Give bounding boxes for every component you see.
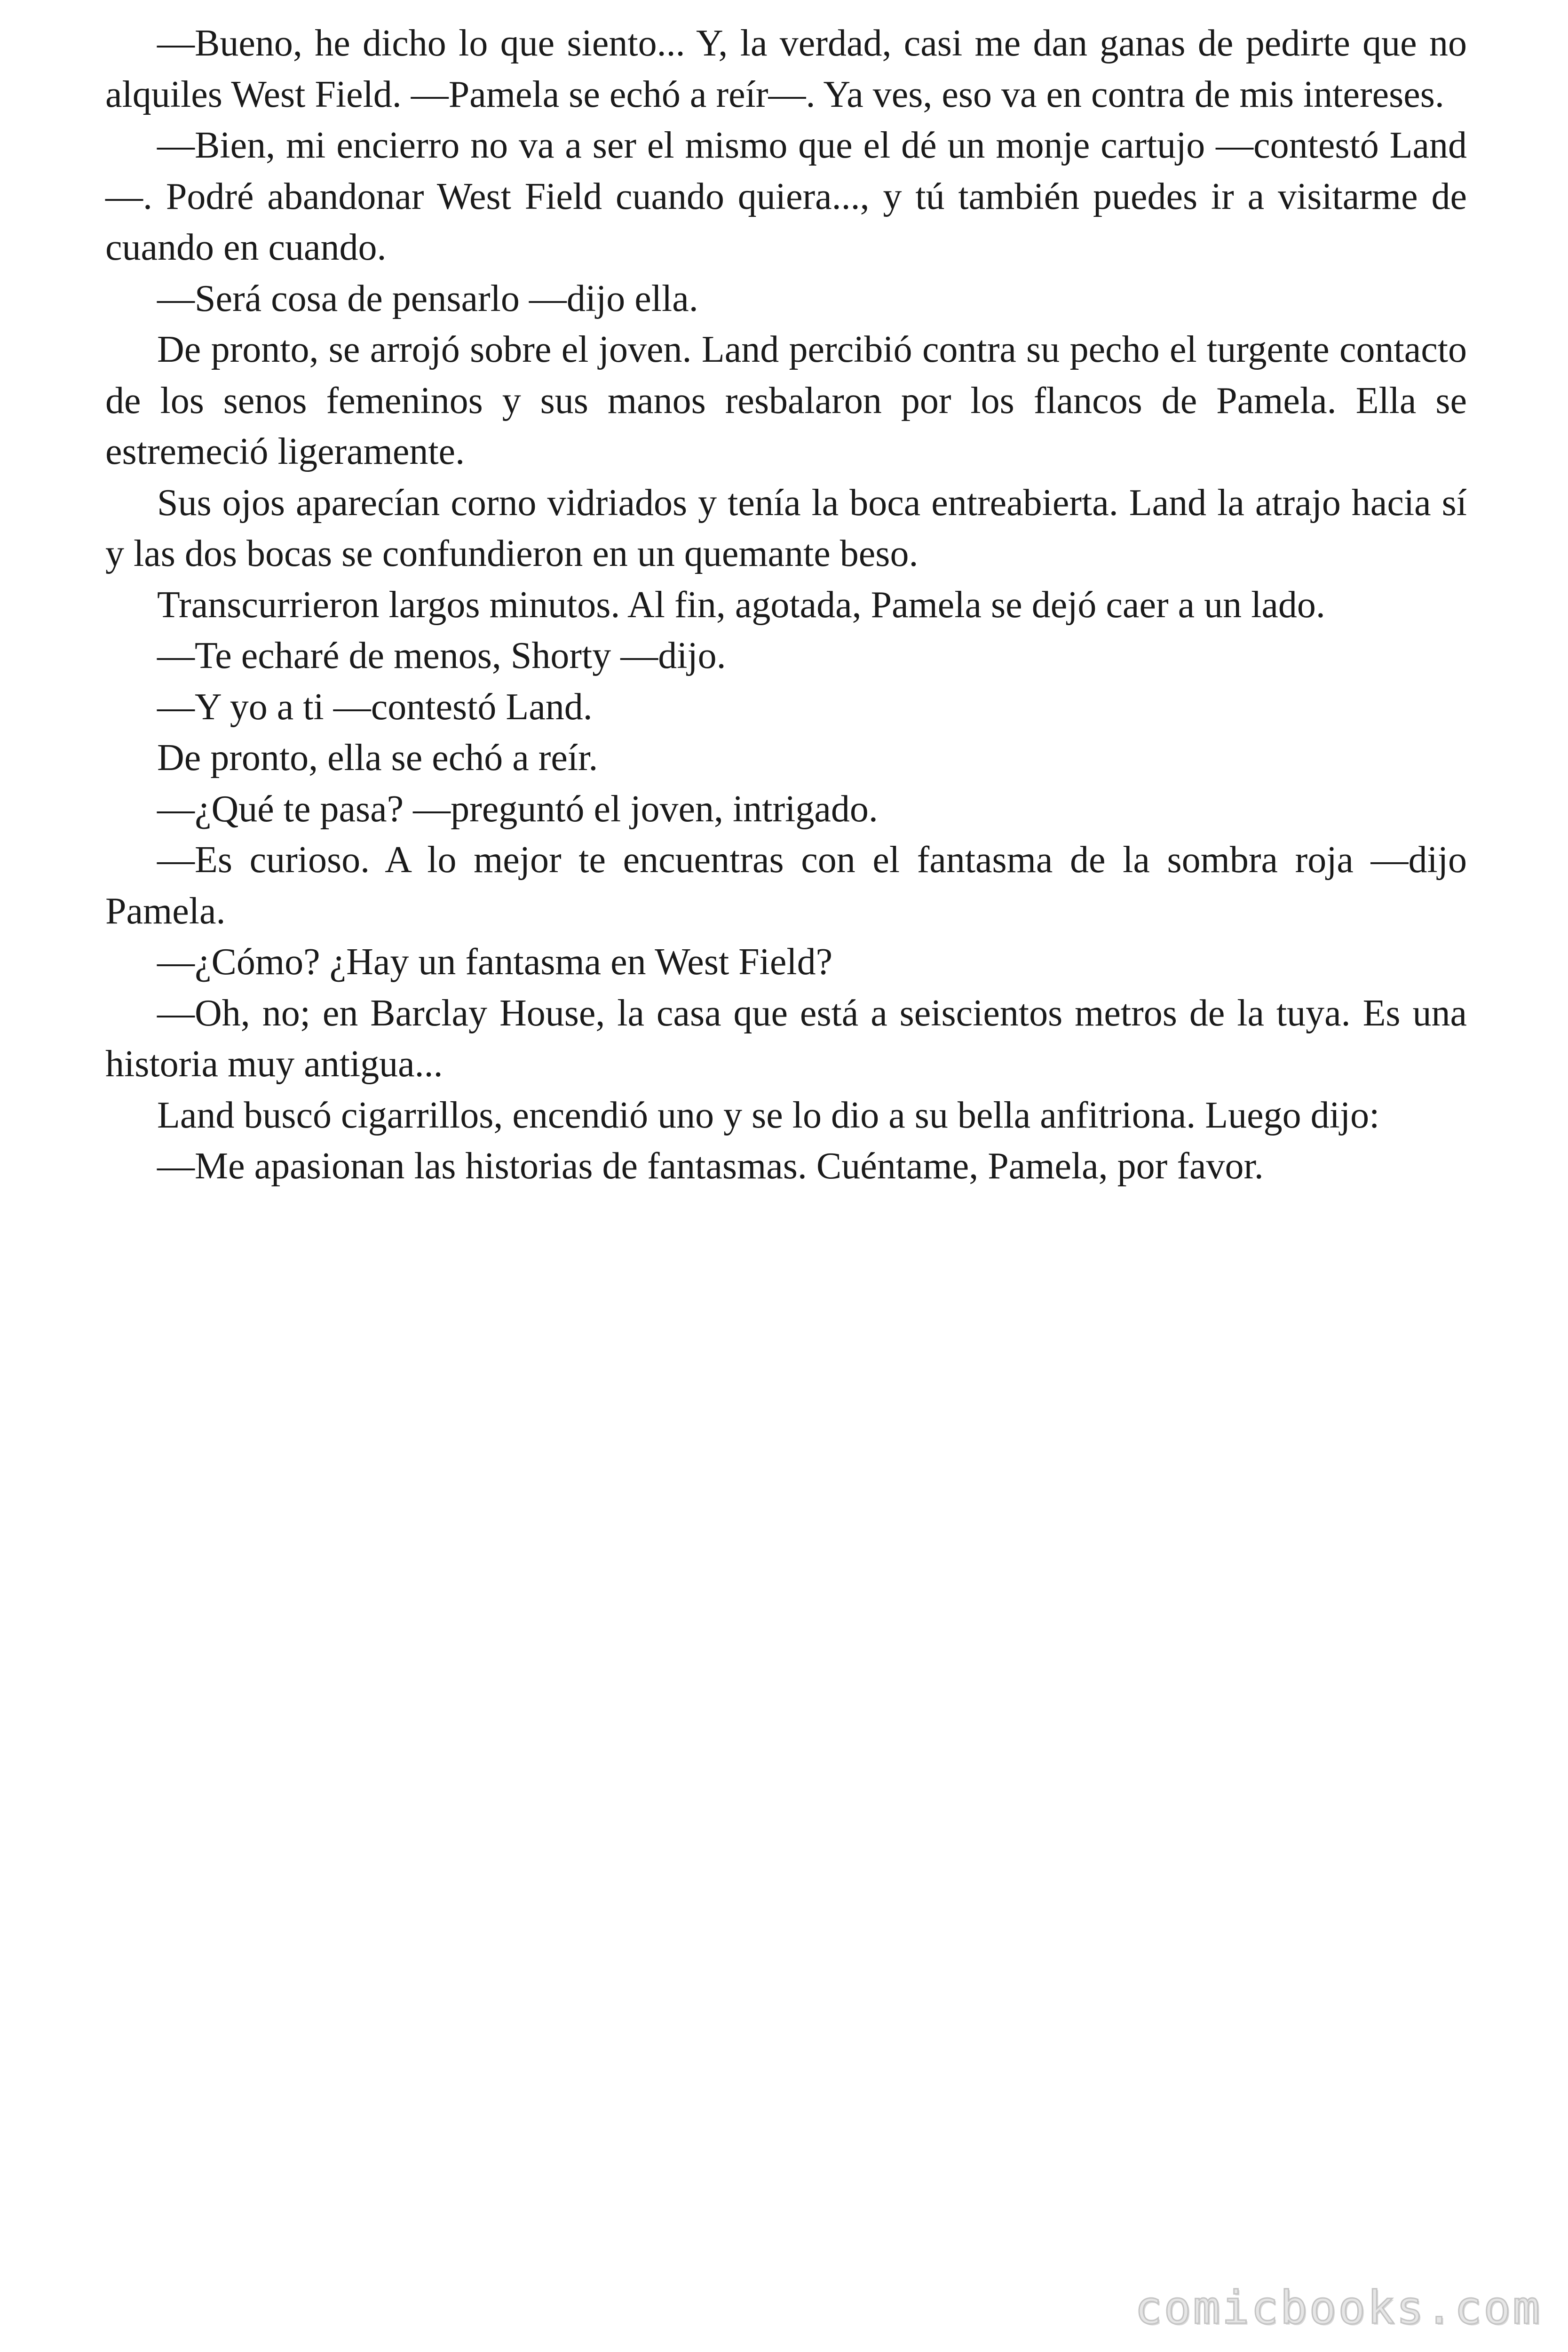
paragraph-11: —Es curioso. A lo mejor te encuentras con el fantasma de la sombra roja —dijo Pamela. xyxy=(105,839,1467,932)
paragraph-8: —Y yo a ti —contestó Land. xyxy=(157,686,593,728)
body-text xyxy=(105,18,1467,1192)
paragraph-5: Sus ojos aparecían corno vidriados y tenía la boca entreabierta. Land la atrajo hacia sí y las dos bocas se confundieron en un quemante beso. xyxy=(105,482,1467,574)
paragraph-12: —¿Cómo? ¿Hay un fantasma en West Field? xyxy=(157,941,833,983)
paragraph-6: Transcurrieron largos minutos. Al fin, agotada, Pamela se dejó caer a un lado. xyxy=(157,584,1325,626)
paragraph-4: De pronto, se arrojó sobre el joven. Land percibió contra su pecho el turgente contacto de los senos femeninos y sus manos resbalaron por los flancos de Pamela. Ella se estremeció ligeramente. xyxy=(105,329,1467,472)
paragraph-9: De pronto, ella se echó a reír. xyxy=(157,737,598,779)
site-watermark: comicbooks.com xyxy=(1134,2281,1542,2334)
paragraph-15: —Me apasionan las historias de fantasmas. Cuéntame, Pamela, por favor. xyxy=(157,1145,1264,1187)
paragraph-14: Land buscó cigarrillos, encendió uno y se lo dio a su bella anfitriona. Luego dijo: xyxy=(157,1094,1380,1136)
paragraph-13: —Oh, no; en Barclay House, la casa que está a seiscientos metros de la tuya. Es una historia muy antigua... xyxy=(105,992,1467,1085)
paragraph-2: —Bien, mi encierro no va a ser el mismo que el dé un monje cartujo —contestó Land—. Podré abandonar West Field cuando quiera..., y tú también puedes ir a visitarme de cuando en cuando. xyxy=(105,125,1467,268)
paragraph-10: —¿Qué te pasa? —preguntó el joven, intrigado. xyxy=(157,788,878,830)
paragraph-7: —Te echaré de menos, Shorty —dijo. xyxy=(157,635,726,676)
paragraph-3: —Será cosa de pensarlo —dijo ella. xyxy=(157,278,698,319)
paragraph-1: —Bueno, he dicho lo que siento... Y, la verdad, casi me dan ganas de pedirte que no alquiles West Field. —Pamela se echó a reír—. Ya ves, eso va en contra de mis intereses. xyxy=(105,23,1467,115)
